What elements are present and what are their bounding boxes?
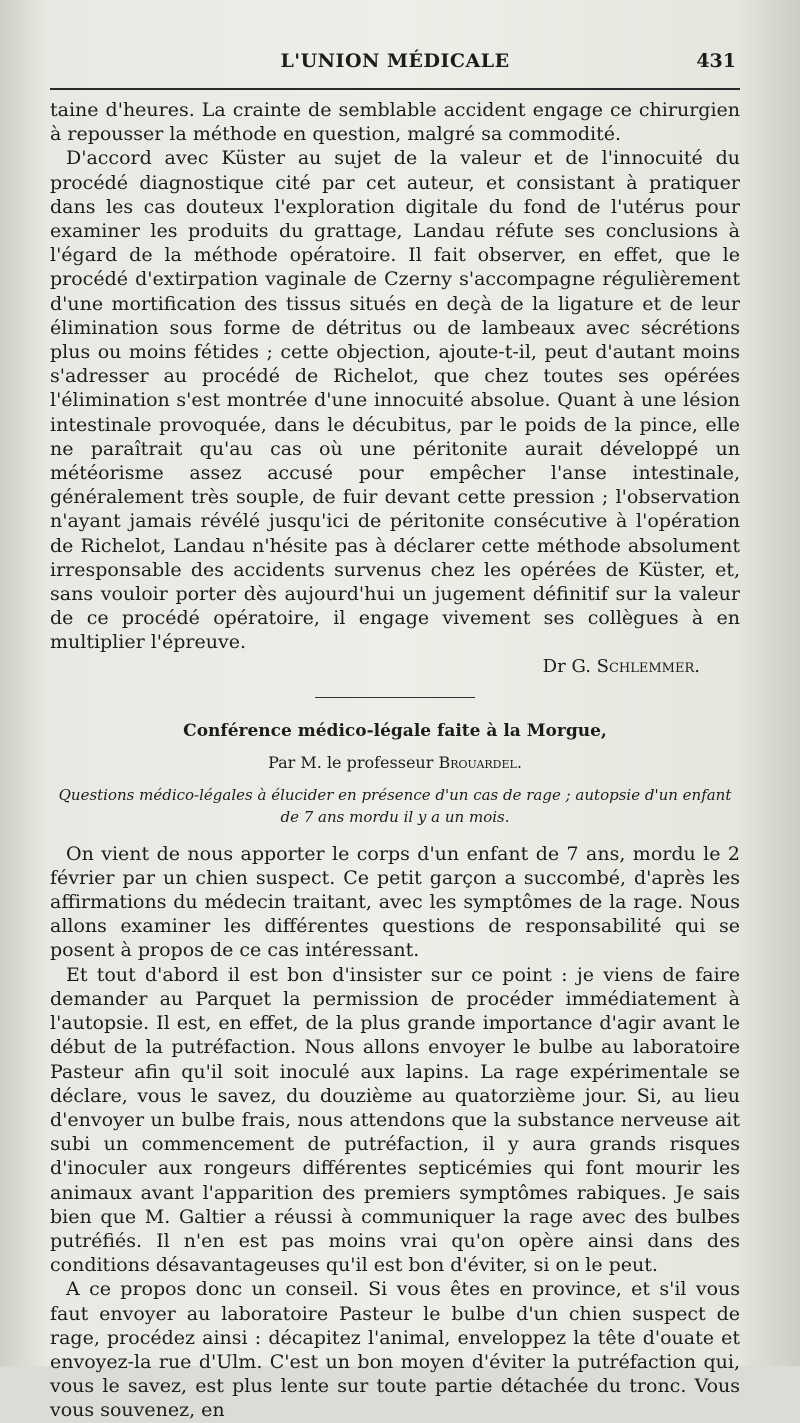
signature-title: Dr: [542, 655, 566, 677]
paragraph-continuation: taine d'heures. La crainte de semblable accident engage ce chirurgien à repousser la méthode en question, malgré sa commodité.: [50, 99, 740, 146]
author-prefix: Par M. le professeur: [268, 752, 434, 772]
running-title: L'UNION MÉDICALE: [280, 50, 510, 72]
author-signature: [50, 655, 700, 679]
section-title: Conférence médico-légale faite à la Morgue,: [183, 720, 607, 741]
paragraph: D'accord avec Küster au sujet de la valeur et de l'innocuité du procédé diagnostique cité par cet auteur, et consistant à pratiquer dans les cas douteux l'exploration digitale du fond de l'utérus pour examiner les produits du grattage, Landau réfute ses conclusions à l'égard de la méthode opératoire. Il fait observer, en effet, que le procédé d'extirpation vaginale de Czerny s'accompagne régulièrement d'une mortification des tissus situés en deçà de la ligature et de leur élimination sous forme de détritus ou de lambeaux avec sécrétions plus ou moins fétides ; cette objection, ajoute-t-il, peut d'autant moins s'adresser au procédé de Richelot, que chez toutes ses opérées l'élimination s'est montrée d'une innocuité absolue. Quant à une lésion intestinale provoquée, dans le décubitus, par le poids de la pince, elle ne paraîtrait qu'au cas où une péritonite aurait développé un météorisme assez accusé pour empêcher l'anse intestinale, généralement très souple, de fuir devant cette pression ; l'observation n'ayant jamais révélé jusqu'ici de péritonite consécutive à l'opération de Richelot, Landau n'hésite pas à déclarer cette méthode absolument irresponsable des accidents survenus chez les opérées de Küster, et, sans vouloir porter dès aujourd'hui un jugement définitif sur la valeur de ce procédé opératoire, il engage vivement ses collègues à en multiplier l'épreuve.: [50, 147, 740, 654]
paragraph: A ce propos donc un conseil. Si vous êtes en province, et s'il vous faut envoyer au laboratoire Pasteur le bulbe d'un chien suspect de rage, procédez ainsi : décapitez l'animal, enveloppez la tête d'ouate et envoyez-la rue d'Ulm. C'est un bon moyen d'éviter la putréfaction qui, vous le savez, est plus lente sur toute partie détachée du tronc. Vous vous souvenez, en: [50, 1278, 740, 1422]
page-number: 431: [696, 50, 736, 72]
paragraph: Et tout d'abord il est bon d'insister sur ce point : je viens de faire demander au Parquet la permission de procéder immédiatement à l'autopsie. Il est, en effet, de la plus grande importance d'agir avant le début de la putréfaction. Nous allons envoyer le bulbe au laboratoire Pasteur afin qu'il soit inoculé aux lapins. La rage expérimentale se déclare, vous le savez, du douzième au quatorzième jour. Si, au lieu d'envoyer un bulbe frais, nous attendons que la substance nerveuse ait subi un commencement de putréfaction, il y aura grands risques d'inoculer aux rongeurs différentes septicémies qui font mourir les animaux avant l'apparition des premiers symptômes rabiques. Je sais bien que M. Galtier a réussi à communiquer la rage avec des bulbes putréfiés. Il n'en est pas moins vrai qu'on opère ainsi dans des conditions désavantageuses qu'il est bon d'éviter, si on le peut.: [50, 963, 740, 1277]
page-header: [50, 50, 740, 86]
section-separator: [315, 697, 475, 698]
page-body: [50, 98, 740, 1423]
author-name: Brouardel.: [438, 752, 522, 772]
signature-name: G. Schlemmer.: [571, 655, 700, 677]
header-rule: [50, 88, 740, 90]
section-author: [50, 752, 740, 774]
section-subtitle: Questions médico-légales à élucider en présence d'un cas de rage ; autopsie d'un enfant de 7 ans mordu il y a un mois.: [58, 785, 732, 826]
paragraph: On vient de nous apporter le corps d'un enfant de 7 ans, mordu le 2 février par un chien suspect. Ce petit garçon a succombé, d'après les affirmations du médecin traitant, avec les symptômes de la rage. Nous allons examiner les différentes questions de responsabilité qui se posent à propos de ce cas intéressant.: [50, 842, 740, 962]
